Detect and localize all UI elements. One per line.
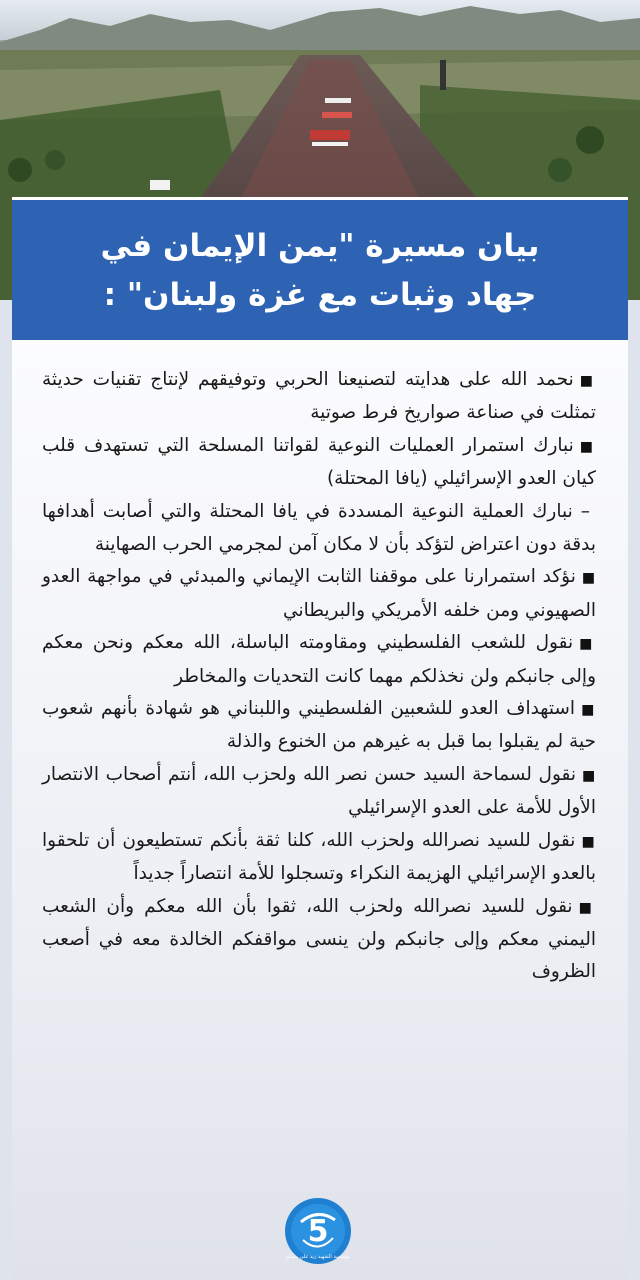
statement-item — [42, 627, 596, 693]
title-banner — [12, 197, 628, 340]
statement-text: نقول لسماحة السيد حسن نصر الله ولحزب الله، أنتم أصحاب الانتصار الأول للأمة على العدو الإسرائيلي — [42, 763, 596, 819]
bullet-icon: ■ — [578, 899, 596, 916]
statement-item — [42, 430, 596, 496]
bullet-icon: ■ — [579, 438, 596, 455]
statement-text: نحمد الله على هدايته لتصنيعنا الحربي وتوفيقهم لإنتاج تقنيات حديثة تمثلت في صناعة صواريخ فرط صوتية — [42, 369, 596, 424]
statement-item — [42, 825, 596, 891]
statement-text: نقول للشعب الفلسطيني ومقاومته الباسلة، الله معكم ونحن معكم وإلى جانبكم ولن نخذلكم مهما كانت التحديات والمخاطر — [42, 632, 596, 687]
logo-caption: مؤسسة الشهيد زيد علي مصلح — [286, 1254, 350, 1260]
bullet-icon: ■ — [581, 570, 596, 587]
statement-item — [42, 693, 596, 759]
statement-item — [42, 496, 596, 562]
statement-text: نقول للسيد نصرالله ولحزب الله، كلنا ثقة بأنكم تستطيعون أن تلحقوا بالعدو الإسرائيلي الهزيمة النكراء وتسجلوا للأمة انتصاراً جديداً — [42, 829, 596, 885]
statement-text: نبارك استمرار العمليات النوعية لقواتنا المسلحة التي تستهدف قلب كيان العدو الإسرائيلي (يافا المحتلة) — [42, 434, 596, 490]
statement-item — [42, 561, 596, 627]
statement-item — [42, 759, 596, 825]
statement-title — [12, 222, 628, 320]
statement-item — [42, 364, 596, 430]
bullet-icon: ■ — [581, 702, 596, 719]
title-line-1: بيان مسيرة "يمن الإيمان في — [100, 228, 540, 264]
statement-text: نقول للسيد نصرالله ولحزب الله، ثقوا بأن الله معكم وأن الشعب اليمني معكم وإلى جانبكم ولن ينسى مواقفكم الخالدة معه في أصعب الظروف — [42, 895, 596, 983]
statement-body — [42, 364, 596, 989]
bullet-icon: ■ — [582, 767, 596, 784]
statement-text: نؤكد استمرارنا على موقفنا الثابت الإيماني والمبدئي في مواجهة العدو الصهيوني ومن خلفه الأمريكي والبريطاني — [42, 566, 596, 621]
statement-text: – نبارك العملية النوعية المسددة في يافا المحتلة والتي أصابت أهدافها بدقة دون اعتراض لتؤكد بأن لا مكان آمن لمجرمي الحرب الصهاينة — [42, 500, 596, 556]
bullet-icon: ■ — [579, 373, 596, 389]
bullet-icon: ■ — [581, 833, 596, 850]
statement-text: استهداف العدو للشعبين الفلسطيني واللبناني هو شهادة بأنهم شعوب حية لم يقبلوا بما قبل به غيرهم من الخنوع والذلة — [42, 698, 596, 753]
logo-numeral: 5 — [307, 1214, 329, 1249]
title-line-2: جهاد وثبات مع غزة ولبنان" : — [103, 277, 537, 313]
bullet-icon: ■ — [579, 636, 597, 653]
statement-item — [42, 891, 596, 989]
